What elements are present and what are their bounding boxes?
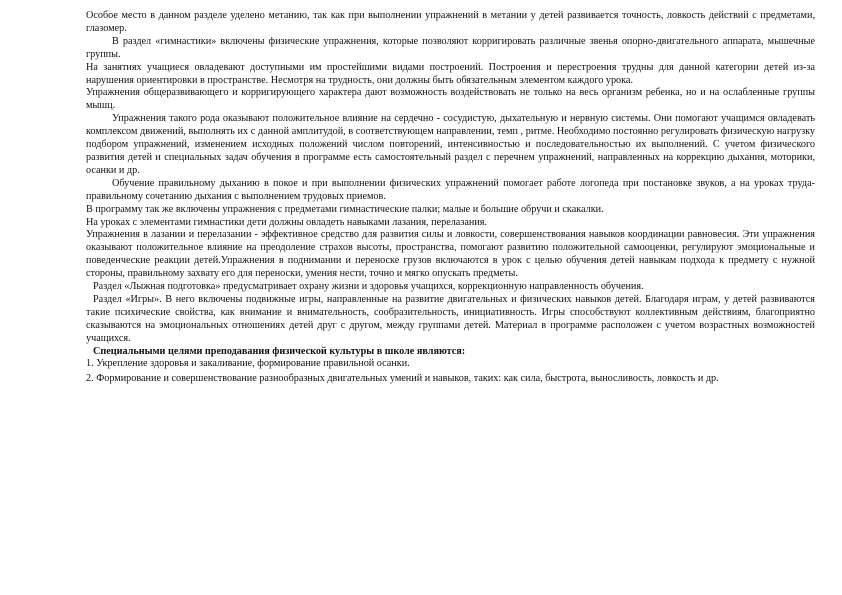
paragraph-ski-training: Раздел «Лыжная подготовка» предусматривает охрану жизни и здоровья учащихся, коррекционную направленность обучения. bbox=[93, 281, 644, 293]
paragraph-gymnastics-section: В раздел «гимнастики» включены физические упражнения, которые позволяют корригировать различные звенья опорно-двигательного аппарата, мышечные группы. bbox=[86, 35, 815, 60]
section-heading-goals: Специальными целями преподавания физической культуры в школе являются: bbox=[93, 345, 466, 357]
paragraph-formations: На занятиях учащиеся овладевают доступными им простейшими видами построений. Построения и перестроения трудны для данной категории детей из-за нарушения ориентировки в пространстве. Несмотря на трудность, они должны быть обязательным элементом каждого урока. bbox=[86, 61, 815, 86]
paragraph-throwing: Особое место в данном разделе уделено метанию, так как при выполнении упражнений в метании у детей развивается точность, ловкость действий с предметами, глазомер. bbox=[86, 10, 815, 34]
paragraph-exercise-influence: Упражнения такого рода оказывают положительное влияние на сердечно - сосудистую, дыхательную и нервную системы. Они помогают учащимся овладевать комплексом движений, выполнять их с данной амплитудой, в соответствующем направлении, темп , ритме. Необходимо постоянно регулировать физическую нагрузку подбором упражнений, изменением исходных положений числом повторений, интенсивностью и последовательностью их выполнений. С учетом физического развития детей и специальных задач обучения в программе есть самостоятельный раздел с перечнем упражнений, направленных на коррекцию дыхания, моторики, осанки и др. bbox=[86, 113, 815, 176]
paragraph-climbing-exercises: Упражнения в лазании и перелазании - эффективное средство для развития силы и ловкости, совершенствования навыков координации равновесия. Эти упражнения оказывают положительное влияние на преодоление страхов высоты, пространства, помогают развитию положительной самооценки, регулируют эмоциональные и поведенческие реакции детей.Упражнения в поднимании и переноске грузов включаются в урок с целью обучения детей навыкам подхода к предмету с нужной стороны, правильному захвату его для переноски, умения нести, точно и мягко опускать предметы. bbox=[86, 229, 815, 280]
paragraph-general-exercises: Упражнения общеразвивающего и корригирующего характера дают возможность воздействовать не только на весь организм ребенка, но и на ослабленные группы мышц. bbox=[86, 87, 815, 112]
paragraph-games: Раздел «Игры». В него включены подвижные игры, направленные на развитие двигательных и физических навыков детей. Благодаря играм, у детей развиваются такие психические свойства, как внимание и внимательность, сообразительность, инициативность. Игры способствуют коллективным действиям, благоприятно сказываются на эмоциональных отношениях детей друг с другом, между группами детей. Материал в программе расположен с учетом возрастных возможностей учащихся. bbox=[86, 293, 815, 344]
document-body bbox=[86, 10, 815, 386]
list-item-goal-2: 2. Формирование и совершенствование разнообразных двигательных умений и навыков, таких: как сила, быстрота, выносливость, ловкость и др. bbox=[86, 373, 719, 385]
paragraph-breathing: Обучение правильному дыханию в покое и при выполнении физических упражнений помогает работе логопеда при постановке звуков, а на уроках труда- правильному сочетанию дыхания с выполнением трудовых приемов. bbox=[86, 177, 815, 202]
paragraph-climbing-skills: На уроках с элементами гимнастики дети должны овладеть навыками лазания, перелазания. bbox=[86, 216, 488, 228]
paragraph-equipment: В программу так же включены упражнения с предметами гимнастические палки; малые и большие обручи и скакалки. bbox=[86, 203, 604, 215]
list-item-goal-1: 1. Укрепление здоровья и закаливание, формирование правильной осанки. bbox=[86, 358, 410, 370]
